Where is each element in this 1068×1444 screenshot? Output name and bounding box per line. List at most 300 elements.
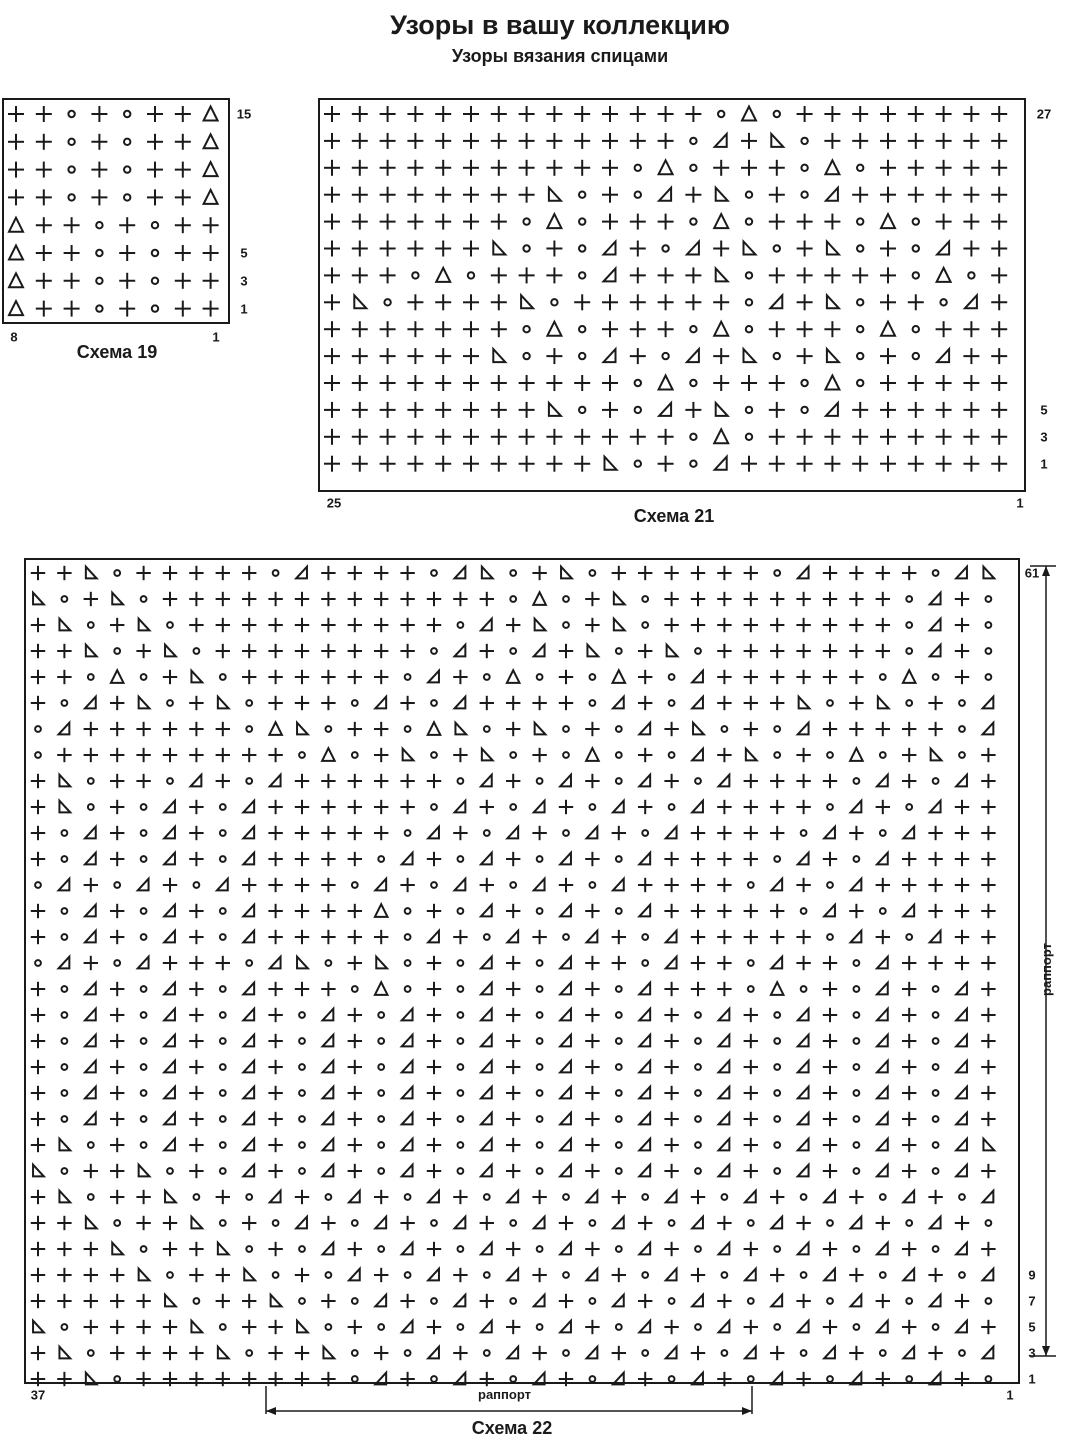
knit-symbol <box>216 722 230 736</box>
knit-symbol <box>268 1242 282 1256</box>
left-decrease-symbol <box>481 1243 492 1255</box>
knit-symbol <box>427 774 441 788</box>
left-decrease-symbol <box>930 801 941 813</box>
knit-symbol <box>532 566 546 580</box>
yarn-over-symbol <box>722 1350 728 1356</box>
left-decrease-symbol <box>402 1113 413 1125</box>
knit-symbol <box>321 618 335 632</box>
knit-symbol <box>163 956 177 970</box>
right-decrease-symbol <box>799 697 810 709</box>
knit-symbol <box>242 1320 256 1334</box>
yarn-over-symbol <box>933 674 939 680</box>
left-decrease-symbol <box>534 645 545 657</box>
left-decrease-symbol <box>375 1295 386 1307</box>
right-decrease-symbol <box>614 593 625 605</box>
knit-symbol <box>717 644 731 658</box>
yarn-over-symbol <box>906 648 912 654</box>
knit-symbol <box>532 930 546 944</box>
yarn-over-symbol <box>563 1350 569 1356</box>
knit-symbol <box>691 1346 705 1360</box>
left-decrease-symbol <box>428 931 439 943</box>
knit-symbol <box>664 592 678 606</box>
knit-symbol <box>849 592 863 606</box>
knit-symbol <box>348 722 362 736</box>
left-decrease-symbol <box>455 801 466 813</box>
left-decrease-symbol <box>639 1113 650 1125</box>
yarn-over-symbol <box>484 726 490 732</box>
yarn-over-symbol <box>695 648 701 654</box>
yarn-over-symbol <box>352 700 358 706</box>
knit-symbol <box>31 618 45 632</box>
knit-symbol <box>796 800 810 814</box>
left-decrease-symbol <box>243 853 254 865</box>
left-decrease-symbol <box>323 1087 334 1099</box>
right-decrease-symbol <box>455 723 466 735</box>
knit-symbol <box>189 566 203 580</box>
knit-symbol <box>955 930 969 944</box>
yarn-over-symbol <box>352 882 358 888</box>
knit-symbol <box>216 956 230 970</box>
knit-symbol <box>374 1190 388 1204</box>
yarn-over-symbol <box>62 700 68 706</box>
left-decrease-symbol <box>323 1035 334 1047</box>
knit-symbol <box>744 670 758 684</box>
knit-symbol <box>136 1216 150 1230</box>
knit-symbol <box>744 1242 758 1256</box>
knit-symbol <box>321 1216 335 1230</box>
knit-symbol <box>506 618 520 632</box>
knit-symbol <box>559 1216 573 1230</box>
yarn-over-symbol <box>537 856 543 862</box>
left-decrease-symbol <box>798 1113 809 1125</box>
right-decrease-symbol <box>33 593 44 605</box>
knit-symbol <box>955 956 969 970</box>
knit-symbol <box>981 878 995 892</box>
knit-symbol <box>110 1268 124 1282</box>
knit-symbol <box>506 1164 520 1178</box>
left-decrease-symbol <box>481 1035 492 1047</box>
knit-symbol <box>849 1346 863 1360</box>
yarn-over-symbol <box>405 726 411 732</box>
knit-symbol <box>823 1320 837 1334</box>
yarn-over-symbol <box>669 674 675 680</box>
right-decrease-symbol <box>86 567 97 579</box>
yarn-over-symbol <box>563 1194 569 1200</box>
knit-symbol <box>348 592 362 606</box>
knit-symbol <box>506 1060 520 1074</box>
left-decrease-symbol <box>164 1139 175 1151</box>
yarn-over-symbol <box>458 1168 464 1174</box>
knit-symbol <box>242 670 256 684</box>
knit-symbol <box>348 826 362 840</box>
left-decrease-symbol <box>164 1035 175 1047</box>
knit-symbol <box>744 1034 758 1048</box>
left-decrease-symbol <box>243 1139 254 1151</box>
knit-symbol <box>664 566 678 580</box>
knit-symbol <box>295 592 309 606</box>
knit-symbol <box>955 644 969 658</box>
left-decrease-symbol <box>402 1061 413 1073</box>
yarn-over-symbol <box>405 830 411 836</box>
knit-symbol <box>717 800 731 814</box>
knit-symbol <box>110 904 124 918</box>
knit-symbol <box>559 800 573 814</box>
knit-symbol <box>348 800 362 814</box>
yarn-over-symbol <box>827 934 833 940</box>
knit-symbol <box>242 566 256 580</box>
knit-symbol <box>163 670 177 684</box>
yarn-over-symbol <box>854 1090 860 1096</box>
knit-symbol <box>717 670 731 684</box>
left-decrease-symbol <box>983 1191 994 1203</box>
knit-symbol <box>664 878 678 892</box>
yarn-over-symbol <box>246 960 252 966</box>
knit-symbol <box>189 1008 203 1022</box>
knit-symbol <box>400 774 414 788</box>
yarn-over-symbol <box>114 648 120 654</box>
knit-symbol <box>84 1164 98 1178</box>
knit-symbol <box>348 1060 362 1074</box>
yarn-over-symbol <box>933 778 939 784</box>
knit-symbol <box>664 1242 678 1256</box>
knit-symbol <box>189 1060 203 1074</box>
right-decrease-symbol <box>139 619 150 631</box>
yarn-over-symbol <box>62 1064 68 1070</box>
yarn-over-symbol <box>458 1064 464 1070</box>
left-decrease-symbol <box>956 775 967 787</box>
yarn-over-symbol <box>405 960 411 966</box>
knit-symbol <box>585 618 599 632</box>
yarn-over-symbol <box>62 1116 68 1122</box>
yarn-over-symbol <box>220 1090 226 1096</box>
knit-symbol <box>717 878 731 892</box>
knit-symbol <box>268 1008 282 1022</box>
knit-symbol <box>744 1008 758 1022</box>
yarn-over-symbol <box>246 1194 252 1200</box>
yarn-over-symbol <box>484 934 490 940</box>
left-decrease-symbol <box>798 1087 809 1099</box>
knit-symbol <box>796 878 810 892</box>
page-subtitle: Узоры вязания спицами <box>451 46 669 66</box>
left-decrease-symbol <box>85 697 96 709</box>
knit-symbol <box>506 982 520 996</box>
knit-symbol <box>242 878 256 892</box>
yarn-over-symbol <box>194 648 200 654</box>
yarn-over-symbol <box>431 1376 437 1382</box>
right-decrease-symbol <box>323 1347 334 1359</box>
knit-symbol <box>268 982 282 996</box>
knit-symbol <box>770 774 784 788</box>
yarn-over-symbol <box>537 1090 543 1096</box>
knit-symbol <box>585 982 599 996</box>
left-decrease-symbol <box>243 905 254 917</box>
left-decrease-symbol <box>956 567 967 579</box>
yarn-over-symbol <box>854 1168 860 1174</box>
yarn-over-symbol <box>405 986 411 992</box>
yarn-over-symbol <box>933 1142 939 1148</box>
knit-symbol <box>348 930 362 944</box>
knit-symbol <box>981 1242 995 1256</box>
yarn-over-symbol <box>959 726 965 732</box>
left-decrease-symbol <box>481 1139 492 1151</box>
yarn-over-symbol <box>273 570 279 576</box>
knit-symbol <box>84 592 98 606</box>
left-decrease-symbol <box>587 827 598 839</box>
knit-symbol <box>427 1138 441 1152</box>
yarn-over-symbol <box>880 1272 886 1278</box>
yarn-over-symbol <box>906 1376 912 1382</box>
knit-symbol <box>427 1086 441 1100</box>
knit-symbol <box>480 696 494 710</box>
yarn-over-symbol <box>748 882 754 888</box>
left-decrease-symbol <box>243 1087 254 1099</box>
left-decrease-symbol <box>851 1217 862 1229</box>
left-decrease-symbol <box>877 983 888 995</box>
knit-symbol <box>849 1268 863 1282</box>
left-decrease-symbol <box>639 1009 650 1021</box>
knit-symbol <box>928 1346 942 1360</box>
yarn-over-symbol <box>748 1298 754 1304</box>
knit-symbol <box>110 748 124 762</box>
left-decrease-symbol <box>560 1321 571 1333</box>
yarn-over-symbol <box>326 726 332 732</box>
knit-symbol <box>955 618 969 632</box>
yarn-over-symbol <box>590 570 596 576</box>
yarn-over-symbol <box>986 648 992 654</box>
knit-symbol <box>981 1060 995 1074</box>
knit-symbol <box>110 618 124 632</box>
left-decrease-symbol <box>59 957 70 969</box>
knit-symbol <box>849 1190 863 1204</box>
right-decrease-symbol <box>86 645 97 657</box>
left-decrease-symbol <box>85 853 96 865</box>
knit-symbol <box>981 1164 995 1178</box>
left-decrease-symbol <box>85 827 96 839</box>
yarn-over-symbol <box>642 934 648 940</box>
right-decrease-symbol <box>59 1347 70 1359</box>
yarn-over-symbol <box>642 1350 648 1356</box>
yarn-over-symbol <box>220 1064 226 1070</box>
knit-symbol <box>321 774 335 788</box>
knit-symbol <box>823 1086 837 1100</box>
left-decrease-symbol <box>560 1113 571 1125</box>
knit-symbol <box>876 618 890 632</box>
knit-symbol <box>559 1372 573 1386</box>
yarn-over-symbol <box>35 960 41 966</box>
knit-symbol <box>691 592 705 606</box>
yarn-over-symbol <box>458 1324 464 1330</box>
knit-symbol <box>664 852 678 866</box>
left-decrease-symbol <box>243 827 254 839</box>
yarn-over-symbol <box>62 1168 68 1174</box>
yarn-over-symbol <box>299 1168 305 1174</box>
yarn-over-symbol <box>854 960 860 966</box>
row-number-label: 7 <box>1028 1293 1036 1309</box>
right-decrease-symbol <box>693 723 704 735</box>
knit-symbol <box>744 1138 758 1152</box>
knit-symbol <box>770 904 784 918</box>
yarn-over-symbol <box>986 1298 992 1304</box>
right-decrease-symbol <box>218 697 229 709</box>
right-decrease-symbol <box>139 1269 150 1281</box>
knit-symbol <box>84 1242 98 1256</box>
yarn-over-symbol <box>88 778 94 784</box>
yarn-over-symbol <box>827 1220 833 1226</box>
left-decrease-symbol <box>719 1061 730 1073</box>
left-decrease-symbol <box>956 1061 967 1073</box>
yarn-over-symbol <box>616 1324 622 1330</box>
yarn-over-symbol <box>827 804 833 810</box>
knit-symbol <box>480 878 494 892</box>
column-number-label: 8 <box>10 329 18 345</box>
left-decrease-symbol <box>455 1217 466 1229</box>
knit-symbol <box>110 696 124 710</box>
right-decrease-symbol <box>297 723 308 735</box>
yarn-over-symbol <box>220 1012 226 1018</box>
left-decrease-symbol <box>323 1243 334 1255</box>
knit-symbol <box>295 904 309 918</box>
knit-symbol <box>163 722 177 736</box>
knit-symbol <box>427 1112 441 1126</box>
left-decrease-symbol <box>270 957 281 969</box>
yarn-over-symbol <box>35 726 41 732</box>
knit-symbol <box>110 930 124 944</box>
knit-symbol <box>400 644 414 658</box>
knit-symbol <box>585 1138 599 1152</box>
knit-symbol <box>84 1320 98 1334</box>
left-decrease-symbol <box>692 671 703 683</box>
knit-symbol <box>110 1320 124 1334</box>
left-decrease-symbol <box>851 879 862 891</box>
row-number-label: 5 <box>1040 402 1048 418</box>
left-decrease-symbol <box>323 1061 334 1073</box>
knit-symbol <box>664 618 678 632</box>
left-decrease-symbol <box>560 1165 571 1177</box>
knit-symbol <box>295 982 309 996</box>
knit-symbol <box>268 644 282 658</box>
left-decrease-symbol <box>85 1009 96 1021</box>
knit-symbol <box>400 696 414 710</box>
right-decrease-symbol <box>191 671 202 683</box>
right-decrease-symbol <box>587 645 598 657</box>
knit-symbol <box>612 1190 626 1204</box>
yarn-over-symbol <box>616 1116 622 1122</box>
yarn-over-symbol <box>88 804 94 810</box>
yarn-over-symbol <box>458 1116 464 1122</box>
knit-symbol <box>823 1242 837 1256</box>
yarn-over-symbol <box>801 1194 807 1200</box>
left-decrease-symbol <box>692 1373 703 1385</box>
yarn-over-symbol <box>246 726 252 732</box>
left-decrease-symbol <box>243 801 254 813</box>
yarn-over-symbol <box>484 830 490 836</box>
left-decrease-symbol <box>217 879 228 891</box>
left-decrease-symbol <box>956 1035 967 1047</box>
yarn-over-symbol <box>378 1116 384 1122</box>
knit-symbol <box>110 852 124 866</box>
knit-symbol <box>744 722 758 736</box>
left-decrease-symbol <box>455 567 466 579</box>
yarn-over-symbol <box>933 1116 939 1122</box>
knit-symbol <box>374 1268 388 1282</box>
knit-symbol <box>532 1346 546 1360</box>
knit-symbol <box>427 1034 441 1048</box>
knit-symbol <box>189 1346 203 1360</box>
yarn-over-symbol <box>220 986 226 992</box>
yarn-over-symbol <box>458 1090 464 1096</box>
knit-symbol <box>664 1112 678 1126</box>
knit-symbol <box>110 722 124 736</box>
knit-symbol <box>532 748 546 762</box>
left-decrease-symbol <box>771 957 782 969</box>
knit-symbol <box>506 1008 520 1022</box>
yarn-over-symbol <box>537 674 543 680</box>
knit-symbol <box>796 618 810 632</box>
yarn-over-symbol <box>458 856 464 862</box>
triangle-symbol <box>507 670 520 683</box>
yarn-over-symbol <box>959 700 965 706</box>
left-decrease-symbol <box>560 1035 571 1047</box>
knit-symbol <box>31 1008 45 1022</box>
knit-symbol <box>321 1294 335 1308</box>
yarn-over-symbol <box>220 674 226 680</box>
knit-symbol <box>321 592 335 606</box>
left-decrease-symbol <box>323 1113 334 1125</box>
left-decrease-symbol <box>798 567 809 579</box>
yarn-over-symbol <box>88 1142 94 1148</box>
yarn-over-symbol <box>246 778 252 784</box>
knit-symbol <box>506 1086 520 1100</box>
yarn-over-symbol <box>62 856 68 862</box>
yarn-over-symbol <box>854 1246 860 1252</box>
yarn-over-symbol <box>484 674 490 680</box>
knit-symbol <box>84 722 98 736</box>
knit-symbol <box>902 852 916 866</box>
knit-symbol <box>717 1372 731 1386</box>
knit-symbol <box>664 722 678 736</box>
left-decrease-symbol <box>639 905 650 917</box>
yarn-over-symbol <box>431 804 437 810</box>
right-decrease-symbol <box>983 1139 994 1151</box>
yarn-over-symbol <box>405 1350 411 1356</box>
knit-symbol <box>374 748 388 762</box>
knit-symbol <box>163 566 177 580</box>
knit-symbol <box>981 748 995 762</box>
knit-symbol <box>31 1268 45 1282</box>
left-decrease-symbol <box>798 853 809 865</box>
right-decrease-symbol <box>244 1269 255 1281</box>
yarn-over-symbol <box>220 1116 226 1122</box>
left-decrease-symbol <box>164 853 175 865</box>
yarn-over-symbol <box>246 1246 252 1252</box>
left-decrease-symbol <box>824 1191 835 1203</box>
knit-symbol <box>981 1112 995 1126</box>
knit-symbol <box>321 670 335 684</box>
right-decrease-symbol <box>165 1191 176 1203</box>
knit-symbol <box>374 592 388 606</box>
knit-symbol <box>664 1164 678 1178</box>
knit-symbol <box>110 800 124 814</box>
knit-symbol <box>876 566 890 580</box>
left-decrease-symbol <box>719 1243 730 1255</box>
yarn-over-symbol <box>141 1090 147 1096</box>
knit-symbol <box>770 1346 784 1360</box>
knit-symbol <box>110 1008 124 1022</box>
left-decrease-symbol <box>85 931 96 943</box>
left-decrease-symbol <box>745 1347 756 1359</box>
knit-symbol <box>902 1060 916 1074</box>
left-decrease-symbol <box>639 1139 650 1151</box>
